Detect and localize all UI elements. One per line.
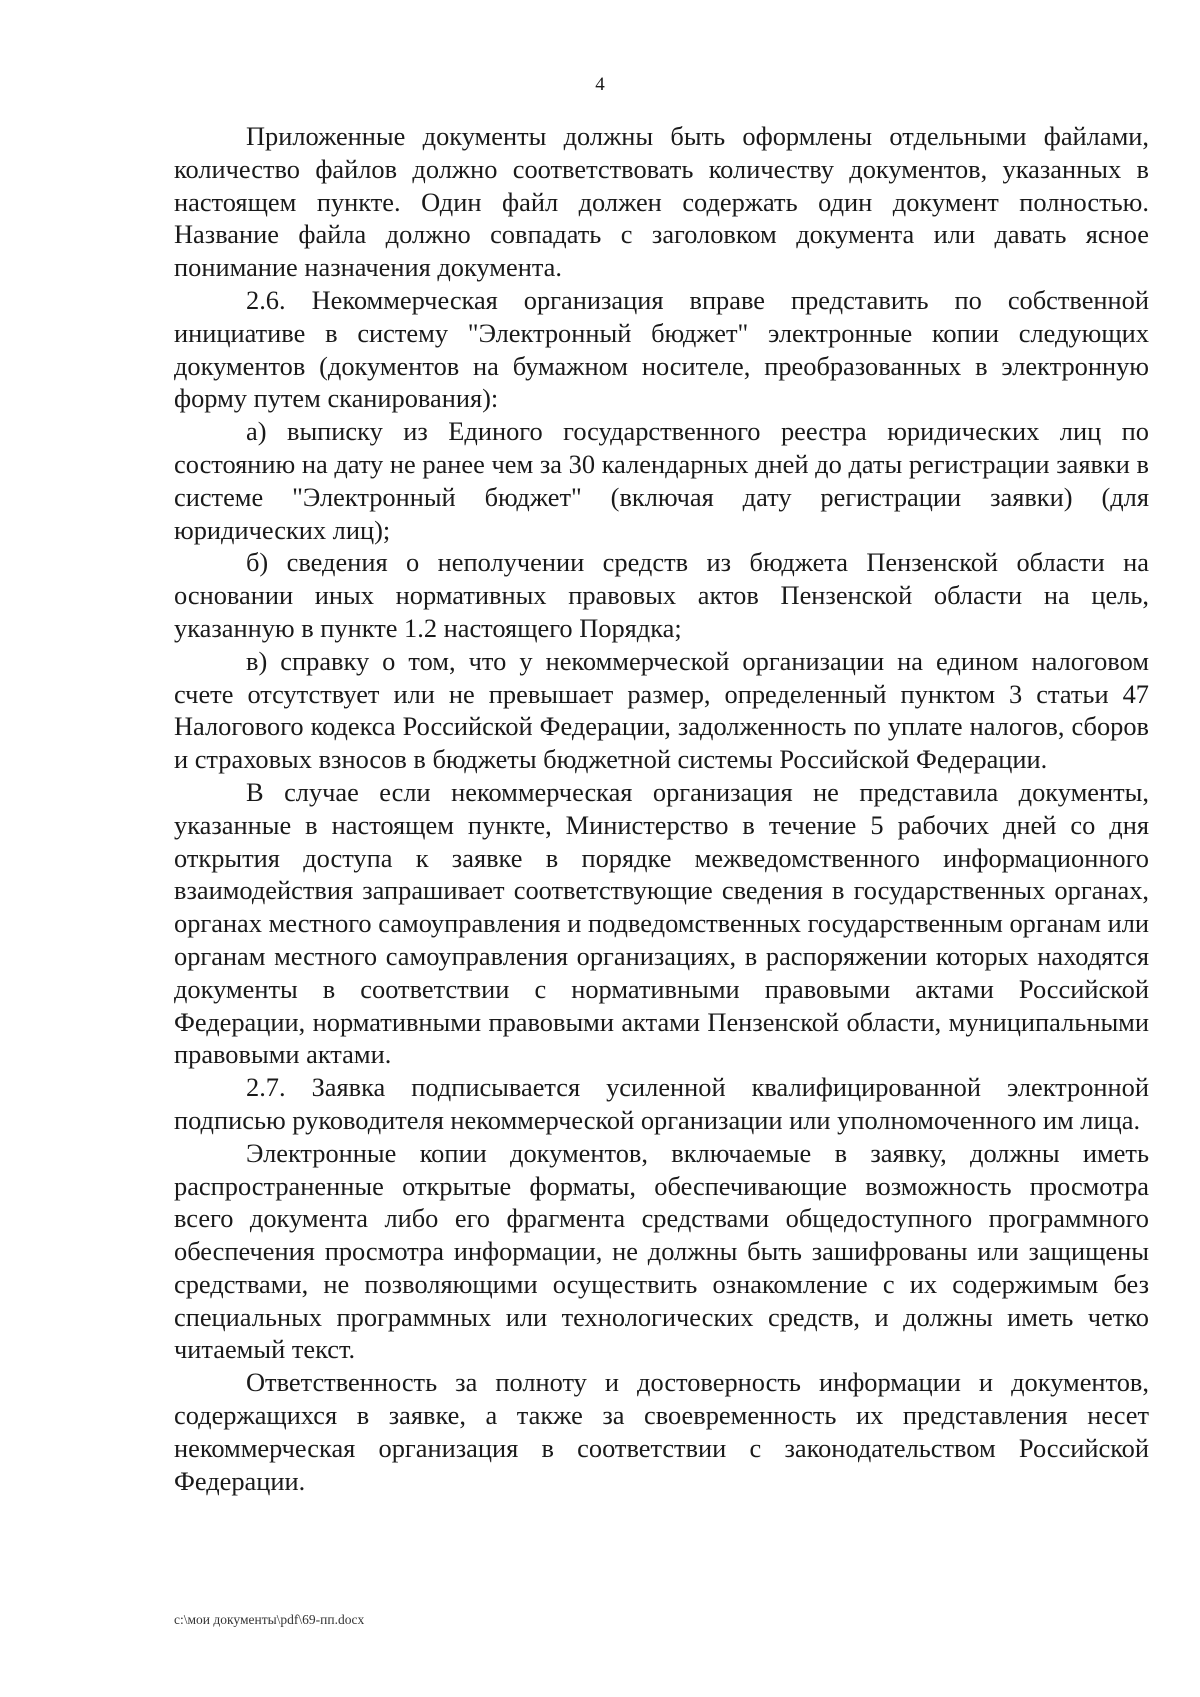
paragraph-item-v: в) справку о том, что у некоммерческой организации на едином налоговом счете отсутствует или не превышает размер, определенный пунктом 3 статьи 47 Налогового кодекса Российской Федерации, задолженность по уплате налогов, сборов и страховых взносов в бюджеты бюджетной системы Российской Федерации. [174, 645, 1149, 775]
paragraph-attachments-format: Приложенные документы должны быть оформлены отдельными файлами, количество файлов должно соответствовать количеству документов, указанных в настоящем пункте. Один файл должен содержать один документ полностью. Название файла должно совпадать с заголовком документа или давать ясное понимание назначения документа. [174, 121, 1149, 283]
paragraph-2-7: 2.7. Заявка подписывается усиленной квалифицированной электронной подписью руководителя некоммерческой организации или уполномоченного им лица. [174, 1072, 1149, 1135]
paragraph-item-a: а) выписку из Единого государственного реестра юридических лиц по состоянию на дату не ранее чем за 30 календарных дней до даты регистрации заявки в системе "Электронный бюджет" (включая дату регистрации заявки) (для юридических лиц); [174, 416, 1149, 545]
paragraph-item-b: б) сведения о неполучении средств из бюджета Пензенской области на основании иных нормативных правовых актов Пензенской области на цель, указанную в пункте 1.2 настоящего Порядка; [174, 547, 1149, 643]
document-body [174, 120, 1149, 1497]
page-number: 4 [595, 74, 605, 95]
footer-file-path: c:\мои документы\pdf\69-пп.docx [174, 1612, 365, 1627]
paragraph-responsibility: Ответственность за полноту и достоверность информации и документов, содержащихся в заявке, а также за своевременность их представления несет некоммерческая организация в соответствии с законодательством Российской Федерации. [174, 1367, 1149, 1496]
paragraph-2-6: 2.6. Некоммерческая организация вправе представить по собственной инициативе в систему "Электронный бюджет" электронные копии следующих документов (документов на бумажном носителе, преобразованных в электронную форму путем сканирования): [174, 284, 1149, 414]
paragraph-interagency-request: В случае если некоммерческая организация не представила документы, указанные в настоящем пункте, Министерство в течение 5 рабочих дней со дня открытия доступа к заявке в порядке межведомственного информационного взаимодействия запрашивает соответствующие сведения в государственных органах, органах местного самоуправления и подведомственных государственным органам или органам местного самоуправления организациях, в распоряжении которых находятся документы в соответствии с нормативными правовыми актами Российской Федерации, нормативными правовыми актами Пензенской области, муниципальными правовыми актами. [174, 776, 1149, 1070]
paragraph-electronic-copies: Электронные копии документов, включаемые в заявку, должны иметь распространенные открытые форматы, обеспечивающие возможность просмотра всего документа либо его фрагмента средствами общедоступного программного обеспечения просмотра информации, не должны быть зашифрованы или защищены средствами, не позволяющими осуществить ознакомление с их содержимым без специальных программных или технологических средств, и должны иметь четко читаемый текст. [174, 1137, 1149, 1365]
